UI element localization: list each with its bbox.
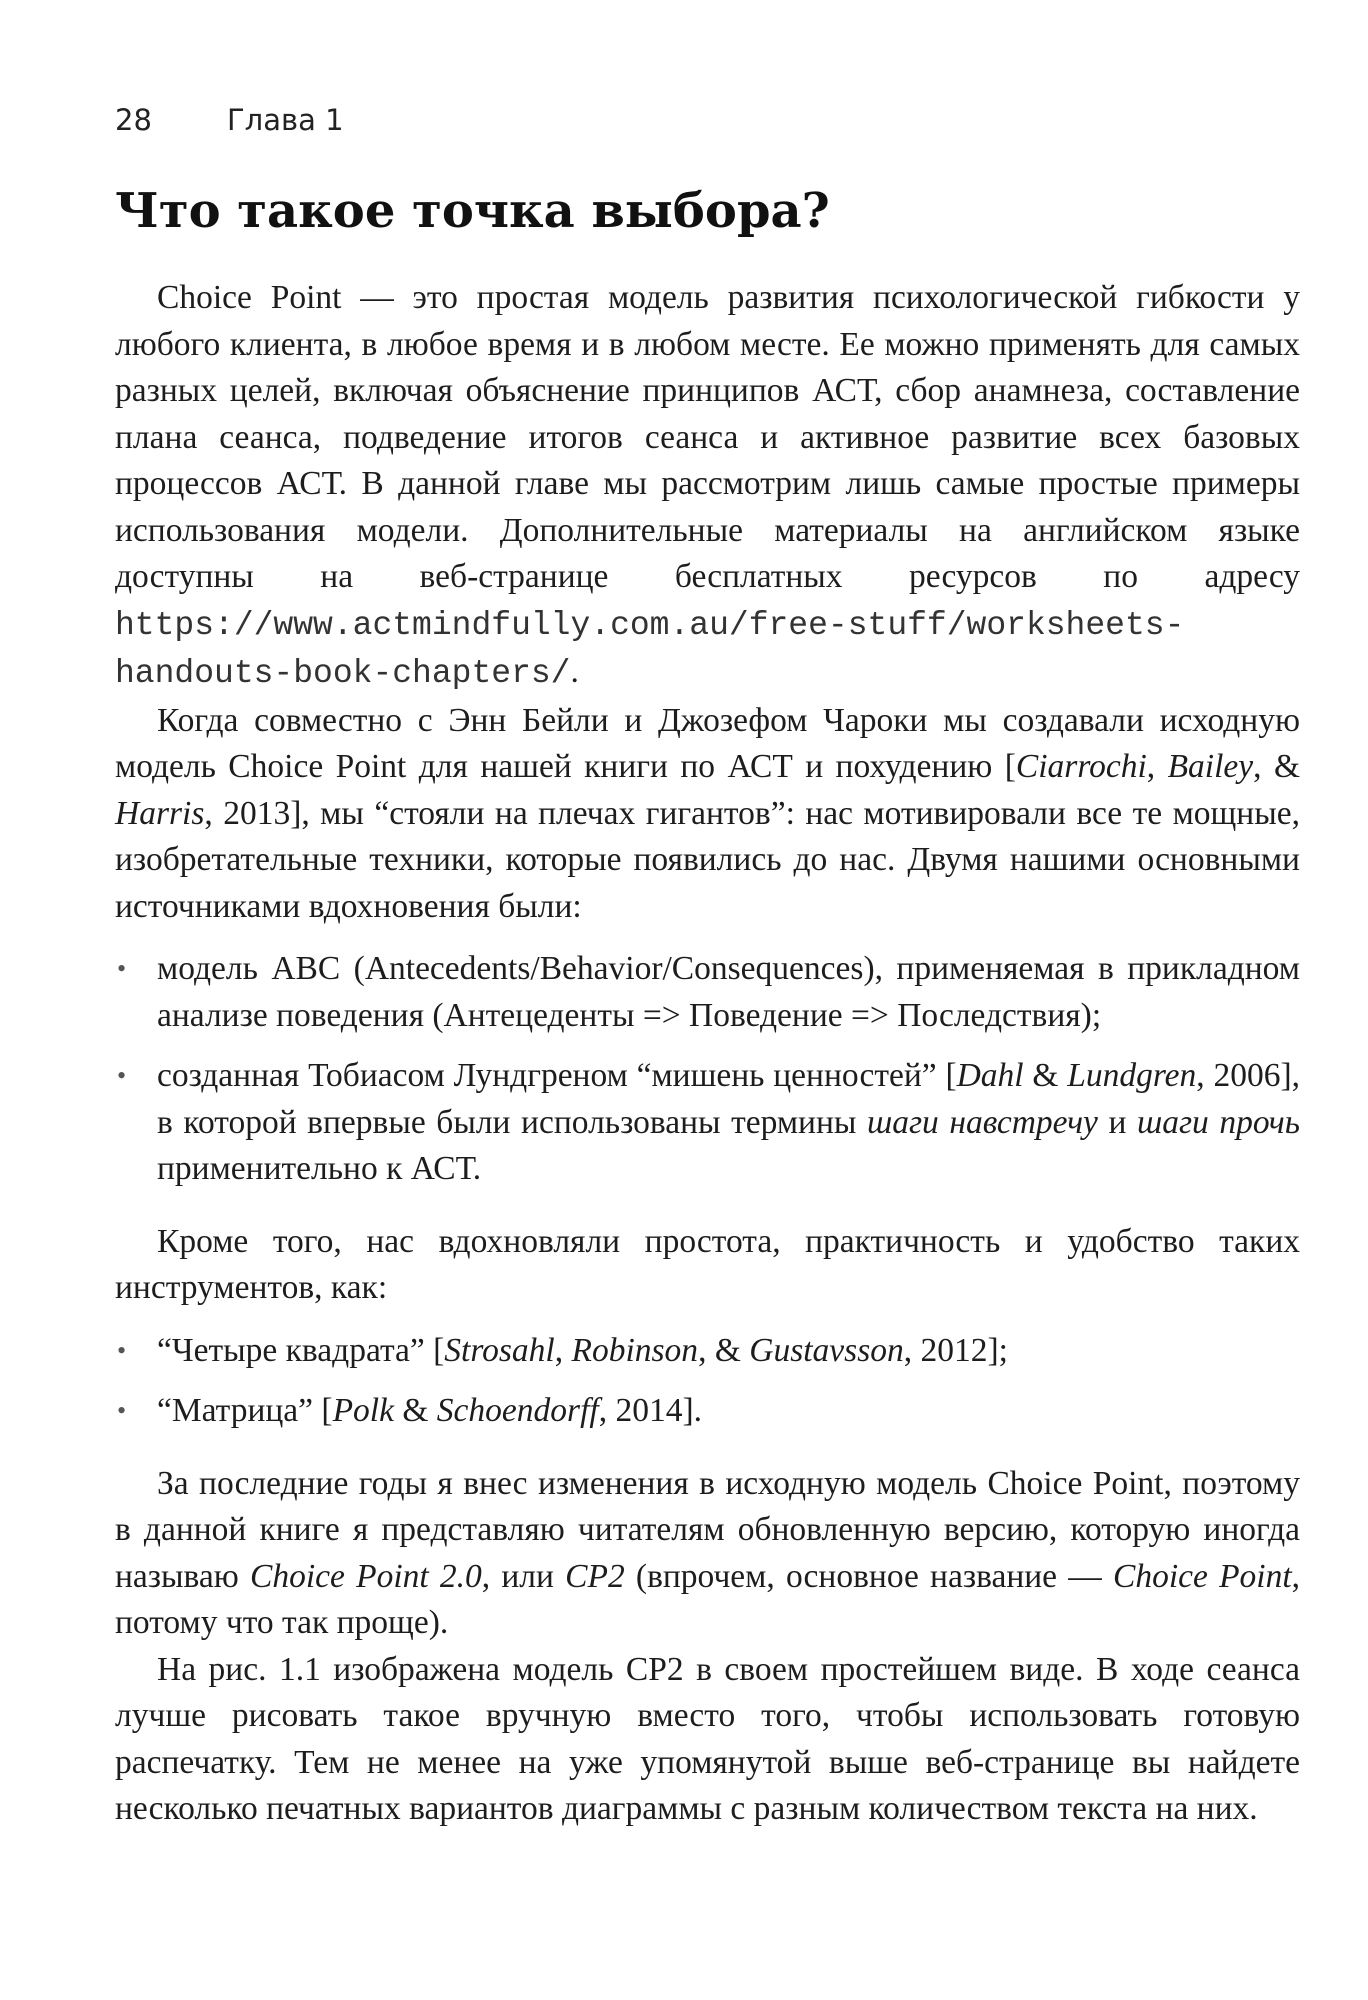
paragraph-text: За последние годы я внес изменения в исходную модель Choice Point, поэтому в данной книге я представляю читателям обновленную версию, которую иногда называю — [115, 1464, 1300, 1595]
citation-author: Harris — [115, 794, 205, 832]
paragraph-text: . — [570, 653, 579, 690]
emphasis-term: Choice Point — [1112, 1557, 1292, 1595]
citation-author: Bailey — [1167, 748, 1254, 785]
citation-separator: , & — [698, 1331, 750, 1369]
list-item-text: , 2012]; — [903, 1331, 1008, 1369]
paragraph-cp2 — [115, 1461, 1300, 1647]
citation-author: Ciarrochi — [1015, 748, 1147, 785]
list-item — [115, 1328, 1300, 1375]
citation-separator: & — [1023, 1057, 1068, 1094]
bullet-icon: • — [117, 1061, 127, 1090]
paragraph-origins — [115, 698, 1300, 931]
list-item-text: , 2014]. — [598, 1392, 702, 1429]
inspiration-list — [115, 946, 1300, 1193]
section-heading: Что такое точка выбора? — [115, 183, 830, 239]
list-item-text: “Четыре квадрата” [ — [157, 1331, 445, 1369]
emphasis-term: шаги прочь — [1136, 1103, 1300, 1141]
citation-separator: , — [1146, 748, 1168, 785]
citation-author: Robinson — [571, 1331, 699, 1369]
running-head — [115, 95, 1300, 145]
bullet-icon: • — [117, 1396, 127, 1425]
citation-separator: , — [554, 1331, 572, 1369]
list-item-text: , 2006], в которой впервые были использованы термины — [157, 1057, 1300, 1141]
tools-list — [115, 1328, 1300, 1435]
paragraph-text: , 2013], мы “стояли на плечах гигантов”: нас мотивировали все те мощные, изобретательные техники, которые появились до нас. Двумя нашими основными источниками вдохновения были: — [115, 794, 1300, 925]
resource-url: https://www.actmindfully.com.au/free-stuff/worksheets-handouts-book-chapters/ — [115, 606, 1185, 692]
paragraph-tools: Кроме того, нас вдохновляли простота, практичность и удобство таких инструментов, как: — [115, 1222, 1300, 1306]
paragraph-text: , или — [481, 1557, 566, 1595]
list-item-text: модель ABC (Antecedents/Behavior/Consequences), применяемая в прикладном анализе поведения (Антецеденты => Поведение => Последствия); — [157, 950, 1300, 1034]
citation-author: Strosahl — [444, 1331, 555, 1369]
list-item — [115, 1388, 1300, 1435]
paragraph-text: (впрочем, основное название — — [624, 1557, 1113, 1595]
citation-author: Gustavsson — [749, 1331, 904, 1369]
citation-author: Lundgren — [1067, 1057, 1197, 1094]
emphasis-term: шаги навстречу — [866, 1103, 1098, 1141]
list-item — [115, 946, 1300, 1039]
list-item-text: применительно к АСТ. — [157, 1150, 482, 1187]
paragraph-text: Когда совместно с Энн Бейли и Джозефом Чароки мы создавали исходную модель Choice Point для нашей книги по АСТ и похудению [ — [115, 701, 1300, 785]
bullet-icon: • — [117, 954, 127, 983]
list-item — [115, 1053, 1300, 1193]
emphasis-term: CP2 — [565, 1557, 625, 1595]
chapter-label: Глава 1 — [227, 103, 344, 137]
list-item-text: и — [1097, 1103, 1137, 1141]
paragraph-text: , потому что так проще). — [115, 1557, 1301, 1641]
emphasis-term: Choice Point 2.0 — [250, 1557, 482, 1595]
citation-author: Dahl — [956, 1057, 1024, 1094]
citation-separator: , & — [1253, 748, 1301, 785]
bullet-icon: • — [117, 1335, 127, 1365]
paragraph-figure: На рис. 1.1 изображена модель CP2 в своем простейшем виде. В ходе сеанса лучше рисовать такое вручную вместо того, чтобы использовать готовую распечатку. Тем не менее на уже упомянутой выше веб-странице вы найдете несколько печатных вариантов диаграммы с разным количеством текста на них. — [115, 1650, 1300, 1827]
book-page — [115, 95, 1300, 1833]
list-item-text: “Матрица” [ — [157, 1392, 333, 1429]
list-item-text: созданная Тобиасом Лундгреном “мишень ценностей” [ — [157, 1057, 957, 1094]
page-number: 28 — [115, 103, 152, 137]
citation-author: Schoendorff — [436, 1392, 599, 1429]
citation-author: Polk — [332, 1392, 394, 1429]
citation-separator: & — [393, 1392, 437, 1429]
paragraph-text: Choice Point — это простая модель развития психологической гибкости у любого клиента, в любое время и в любом месте. Ее можно применять для самых разных целей, включая объяснение принципов АСТ, сбор анамнеза, составление плана сеанса, подведение итогов сеанса и активное развитие всех базовых процессов АСТ. В данной главе мы рассмотрим лишь самые простые примеры использования модели. Дополнительные материалы на английском языке доступны на веб-странице бесплатных ресурсов по адресу — [115, 279, 1300, 595]
paragraph-intro — [115, 275, 1300, 698]
body-text — [115, 275, 1300, 1833]
